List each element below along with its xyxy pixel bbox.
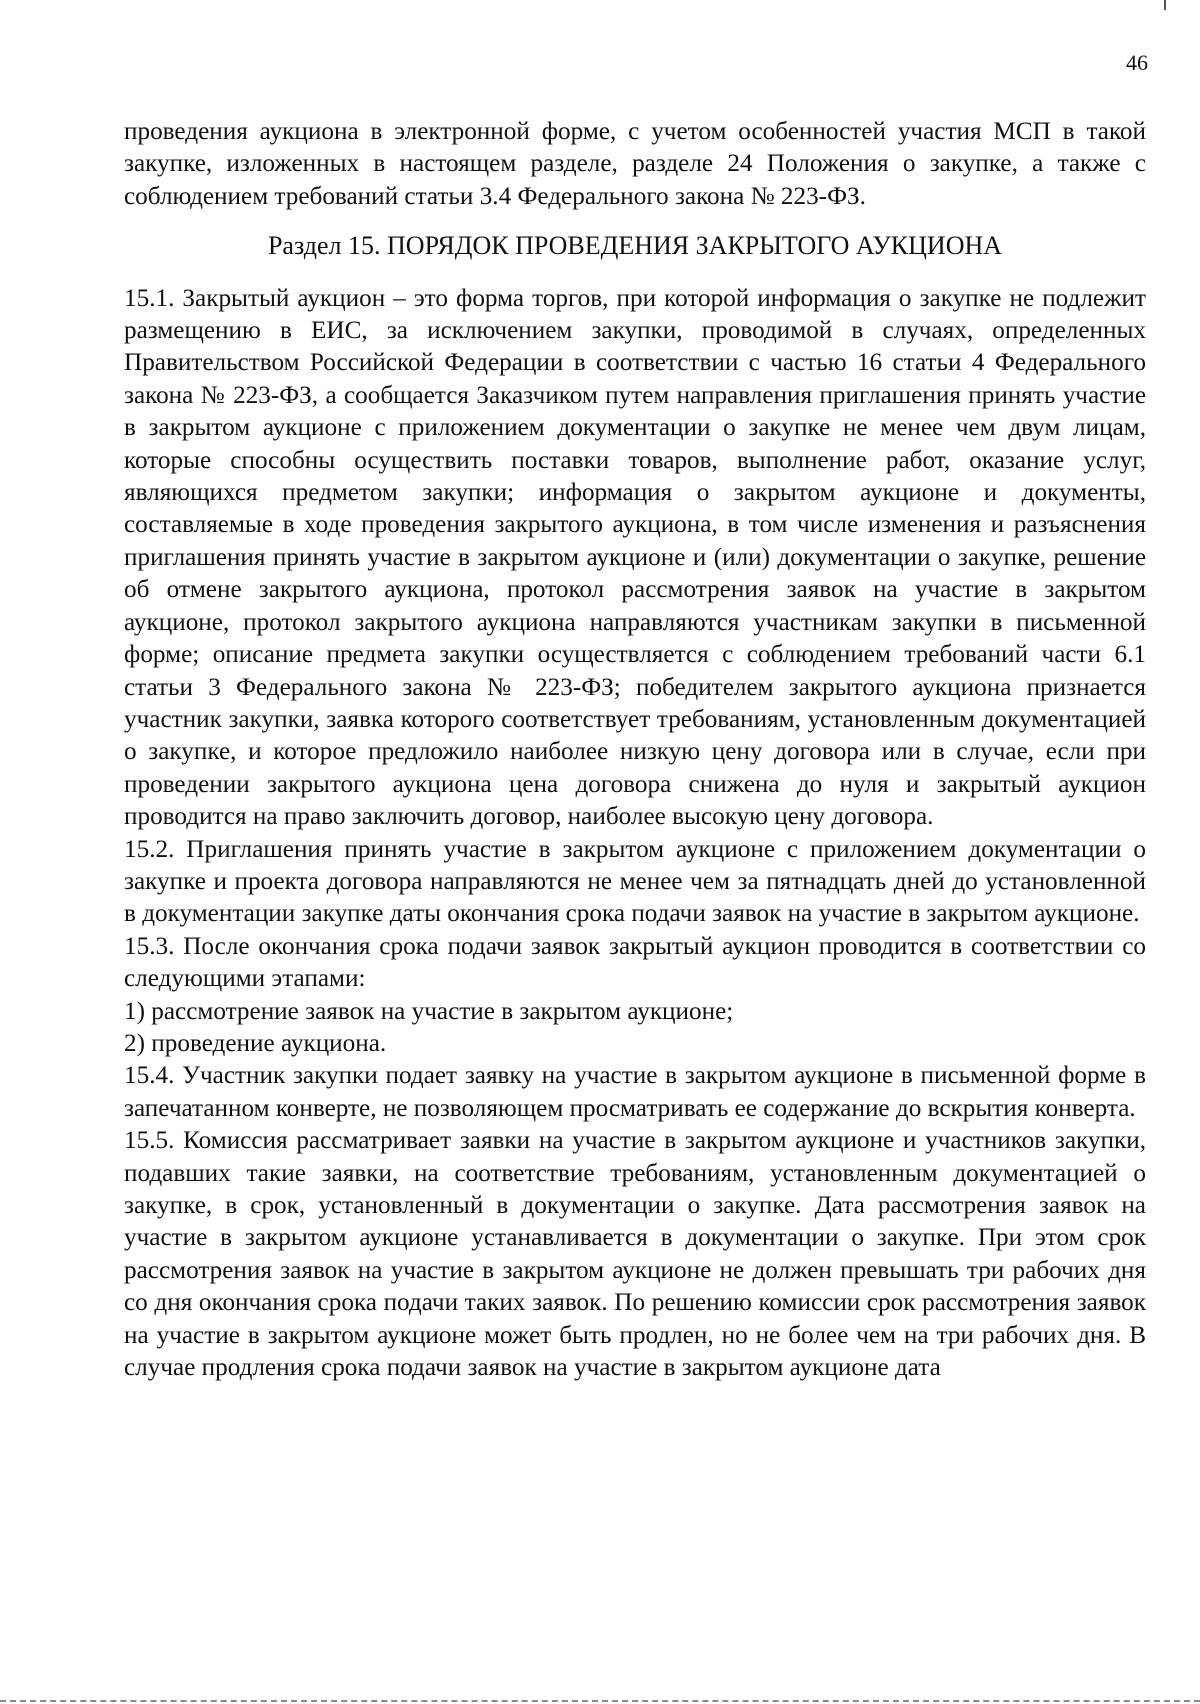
scan-edge-mark: [1164, 0, 1166, 10]
paragraph-15-4: 15.4. Участник закупки подает заявку на участие в закрытом аукционе в письменной форме в запечатанном конверте, не позволяющем просматривать ее содержание до вскрытия конверта.: [124, 1062, 1146, 1122]
document-body: [124, 116, 1146, 1384]
list-item-1: 1) рассмотрение заявок на участие в закрытом аукционе;: [124, 997, 734, 1025]
page-number: 46: [1126, 50, 1148, 75]
paragraph-15-2: 15.2. Приглашения принять участие в закрытом аукционе с приложением документации о закупке и проекта договора направляются не менее чем за пятнадцать дней до установленной в документации закупке даты окончания срока подачи заявок на участие в закрытом аукционе.: [124, 835, 1146, 928]
section-title: Раздел 15. ПОРЯДОК ПРОВЕДЕНИЯ ЗАКРЫТОГО АУКЦИОНА: [267, 231, 1003, 261]
paragraph-15-1: 15.1. Закрытый аукцион – это форма торгов, при которой информация о закупке не подлежит размещению в ЕИС, за исключением закупки, проводимой в случаях, определенных Правительством Российской Федерации в соответствии с частью 16 статьи 4 Федерального закона № 223-ФЗ, а сообщается Заказчиком путем направления приглашения принять участие в закрытом аукционе с приложением документации о закупке не менее чем двум лицам, которые способны осуществить поставки товаров, выполнение работ, оказание услуг, являющихся предметом закупки; информация о закрытом аукционе и документы, составляемые в ходе проведения закрытого аукциона, в том числе изменения и разъяснения приглашения принять участие в закрытом аукционе и (или) документации о закупке, решение об отмене закрытого аукциона, протокол рассмотрения заявок на участие в закрытом аукционе, протокол закрытого аукциона направляются участникам закупки в письменной форме; описание предмета закупки осуществляется с соблюдением требований части 6.1 статьи 3 Федерального закона № 223-ФЗ; победителем закрытого аукциона признается участник закупки, заявка которого соответствует требованиям, установленным документацией о закупке, и которое предложило наиболее низкую цену договора или в случае, если при проведении закрытого аукциона цена договора снижена до нуля и закрытый аукцион проводится на право заключить договор, наиболее высокую цену договора.: [124, 284, 1146, 831]
paragraph-15-3: 15.3. После окончания срока подачи заявок закрытый аукцион проводится в соответствии со следующими этапами:: [124, 932, 1146, 993]
paragraph-15-5: 15.5. Комиссия рассматривает заявки на участие в закрытом аукционе и участников закупки, подавших такие заявки, на соответствие требованиям, установленным документацией о закупке, в срок, установленный в документации о закупке. Дата рассмотрения заявок на участие в закрытом аукционе устанавливается в документации о закупке. При этом срок рассмотрения заявок на участие в закрытом аукционе не должен превышать три рабочих дня со дня окончания срока подачи таких заявок. По решению комиссии срок рассмотрения заявок на участие в закрытом аукционе может быть продлен, но не более чем на три рабочих дня. В случае продления срока подачи заявок на участие в закрытом аукционе дата: [124, 1127, 1146, 1382]
scan-bottom-line: [0, 1700, 1200, 1702]
list-item-2: 2) проведение аукциона.: [124, 1029, 387, 1057]
intro-paragraph: проведения аукциона в электронной форме, с учетом особенностей участия МСП в такой закупке, изложенных в настоящем разделе, разделе 24 Положения о закупке, а также с соблюдением требований статьи 3.4 Федерального закона № 223-ФЗ.: [124, 118, 1146, 210]
